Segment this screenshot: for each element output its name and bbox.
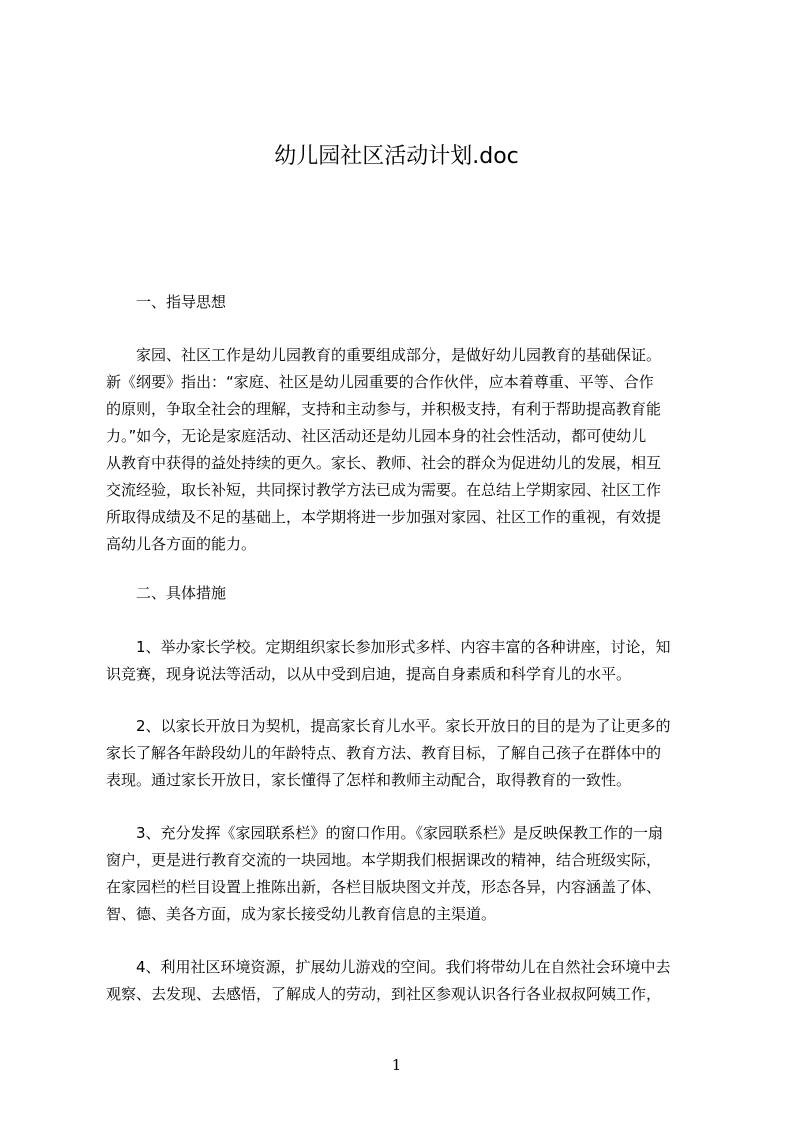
paragraph-measure-4 [106,954,712,1008]
paragraph-line: 在家园栏的栏目设置上推陈出新，各栏目版块图文并茂，形态各异，内容涵盖了体、 [106,878,662,896]
page-number: 1 [391,1056,402,1074]
paragraph-guiding-ideology [106,342,712,558]
paragraph-line: 3、充分发挥《家园联系栏》的窗口作用。《家园联系栏》是反映保教工作的一扇 [106,824,664,842]
paragraph-line: 新《纲要》指出：“家庭、社区是幼儿园重要的合作伙伴，应本着尊重、平等、合作 [106,373,654,391]
paragraph-line: 家长了解各年龄段幼儿的年龄特点、教育方法、教育目标，了解自己孩子在群体中的 [106,744,662,762]
paragraph-line: 的原则，争取全社会的理解，支持和主动参与，并积极支持，有利于帮助提高教育能 [106,400,662,418]
paragraph-line: 所取得成绩及不足的基础上，本学期将进一步加强对家园、社区工作的重视，有效提 [106,508,662,526]
paragraph-line: 4、利用社区环境资源，扩展幼儿游戏的空间。我们将带幼儿在自然社会环境中去 [106,958,671,976]
paragraph-line: 1、举办家长学校。定期组织家长参加形式多样、内容丰富的各种讲座，讨论，知 [106,638,671,656]
paragraph-measure-2 [106,713,712,794]
paragraph-line: 从教育中获得的益处持续的更久。家长、教师、社会的群众为促进幼儿的发展，相互 [106,454,662,472]
document-title: 幼儿园社区活动计划.doc [274,144,519,169]
paragraph-line: 识竞赛，现身说法等活动，以从中受到启迪，提高自身素质和科学育儿的水平。 [106,665,632,683]
paragraph-line: 表现。通过家长开放日，家长懂得了怎样和教师主动配合，取得教育的一致性。 [106,771,632,789]
section-heading-specific-measures: 二、具体措施 [136,584,227,602]
paragraph-line: 高幼儿各方面的能力。 [106,535,257,553]
paragraph-measure-3 [106,820,712,928]
paragraph-line: 2、以家长开放日为契机，提高家长育儿水平。家长开放日的目的是为了让更多的 [106,717,671,735]
paragraph-measure-1 [106,634,712,688]
paragraph-line: 力。”如今，无论是家庭活动、社区活动还是幼儿园本身的社会性活动，都可使幼儿 [106,427,647,445]
paragraph-line: 观察、去发现、去感悟，了解成人的劳动，到社区参观认识各行各业叔叔阿姨工作， [106,985,662,1003]
paragraph-line: 家园、社区工作是幼儿园教育的重要组成部分，是做好幼儿园教育的基础保证。 [106,346,662,364]
paragraph-line: 交流经验，取长补短，共同探讨教学方法已成为需要。在总结上学期家园、社区工作 [106,481,662,499]
paragraph-line: 窗户，更是进行教育交流的一块园地。本学期我们根据课改的精神，结合班级实际， [106,851,662,869]
paragraph-line: 智、德、美各方面，成为家长接受幼儿教育信息的主渠道。 [106,905,497,923]
section-heading-guiding-ideology: 一、指导思想 [136,293,227,311]
